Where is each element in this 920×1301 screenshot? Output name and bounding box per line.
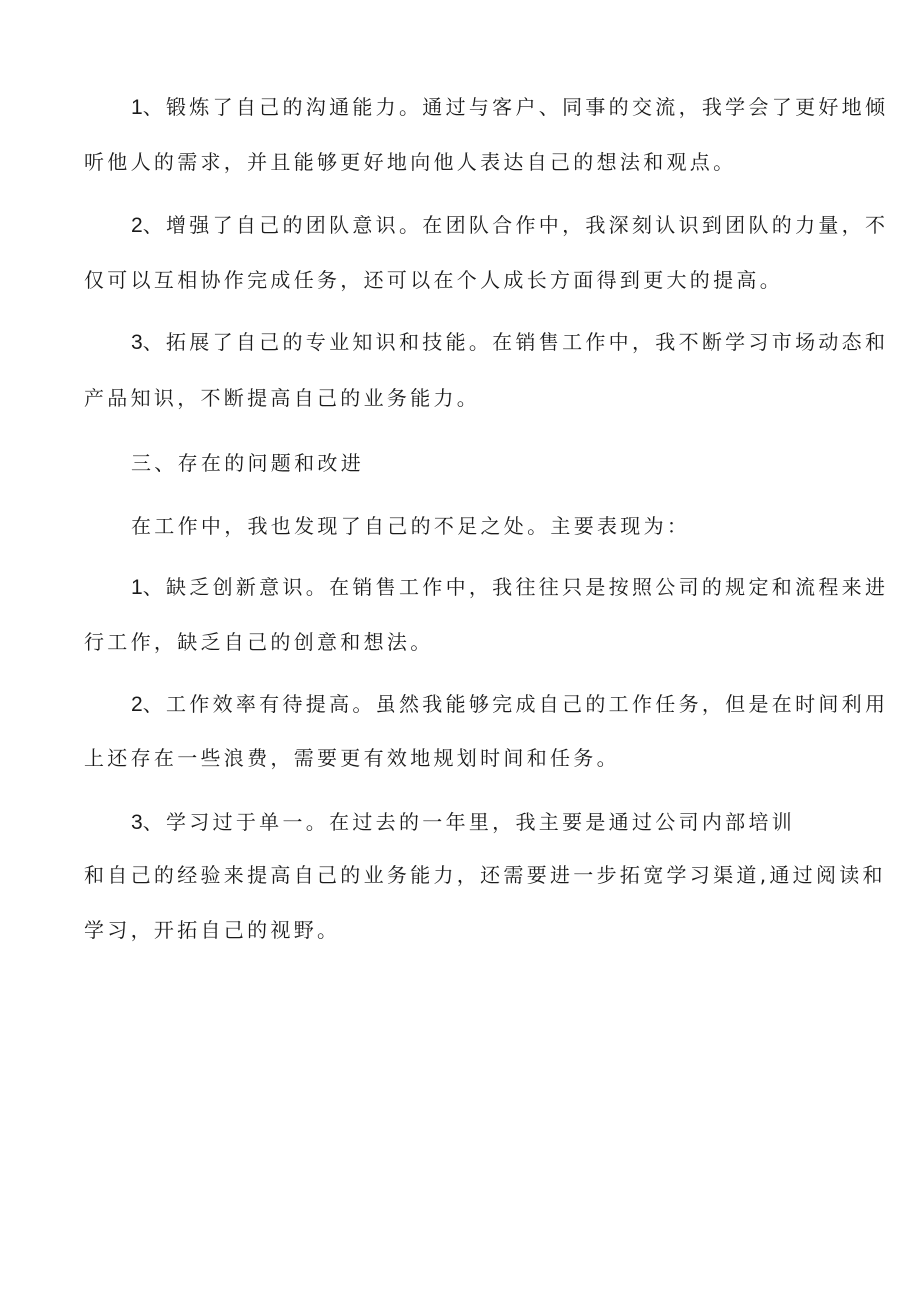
paragraph-3-line-2: 产品知识，不断提高自己的业务能力。 (84, 386, 481, 410)
paragraph-text: 、增强了自己的团队意识。在团队合作中，我深刻认识到团队的力量，不 (142, 213, 889, 237)
paragraph-6-line-2: 和自己的经验来提高自己的业务能力，还需要进一步拓宽学习渠道,通过阅读和 (84, 863, 886, 887)
list-number: 2 (131, 214, 143, 237)
paragraph-6-line-1 (131, 810, 795, 835)
list-number: 3 (131, 331, 143, 354)
list-number: 1 (131, 96, 143, 119)
paragraph-text: 、拓展了自己的专业知识和技能。在销售工作中，我不断学习市场动态和 (142, 330, 889, 354)
list-number: 1 (131, 576, 143, 599)
section-heading: 三、存在的问题和改进 (131, 451, 364, 475)
paragraph-2-line-2: 仅可以互相协作完成任务，还可以在个人成长方面得到更大的提高。 (84, 268, 783, 292)
paragraph-text: 、工作效率有待提高。虽然我能够完成自己的工作任务，但是在时间利用 (142, 692, 889, 716)
paragraph-5-line-2: 上还存在一些浪费，需要更有效地规划时间和任务。 (84, 746, 620, 770)
paragraph-6-line-3: 学习，开拓自己的视野。 (84, 918, 341, 942)
paragraph-2-line-1 (131, 213, 888, 238)
paragraph-3-line-1 (131, 330, 888, 355)
intro-paragraph: 在工作中，我也发现了自己的不足之处。主要表现为： (131, 514, 691, 538)
paragraph-text: 、缺乏创新意识。在销售工作中，我往往只是按照公司的规定和流程来进 (142, 575, 889, 599)
paragraph-5-line-1 (131, 692, 888, 717)
paragraph-4-line-1 (131, 575, 888, 600)
paragraph-text: 、锻炼了自己的沟通能力。通过与客户、同事的交流，我学会了更好地倾 (142, 95, 889, 119)
paragraph-4-line-2: 行工作，缺乏自己的创意和想法。 (84, 630, 434, 654)
paragraph-1-line-2: 听他人的需求，并且能够更好地向他人表达自己的想法和观点。 (84, 150, 737, 174)
list-number: 2 (131, 693, 143, 716)
list-number: 3 (131, 811, 143, 834)
paragraph-text: 、学习过于单一。在过去的一年里，我主要是通过公司内部培训 (142, 810, 796, 834)
paragraph-1-line-1 (131, 95, 888, 120)
